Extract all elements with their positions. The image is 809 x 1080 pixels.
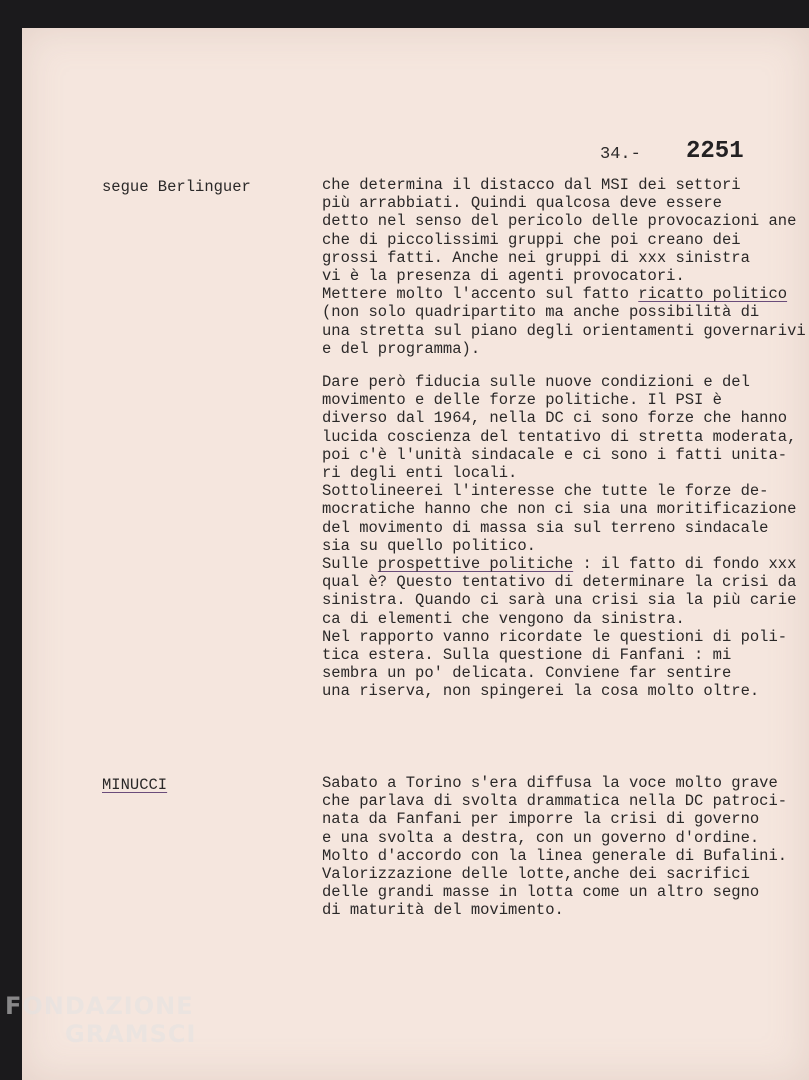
text-line: nata da Fanfani per imporre la crisi di governo [322, 810, 760, 829]
text-line: che parlava di svolta drammatica nella DC patroci- [322, 792, 788, 811]
text-line: una stretta sul piano degli orientamenti governarivi [322, 321, 806, 340]
watermark-line: GRAMSCI [65, 1020, 197, 1048]
speaker-label: MINUCCI [102, 776, 168, 794]
text-line: ca di elementi che vengono da sinistra. [322, 609, 685, 628]
text-line: Sulle prospettive politiche : il fatto di fondo xxx [322, 555, 797, 574]
text-line: che di piccolissimi gruppi che poi creano dei [322, 230, 741, 249]
text-line: Valorizzazione delle lotte,anche dei sacrifici [322, 865, 750, 884]
text-line: sinistra. Quando ci sarà una crisi sia la più carie [322, 591, 797, 610]
text-line: sia su quello politico. [322, 536, 536, 555]
text-line: vi è la presenza di agenti provocatori. [322, 267, 685, 286]
text-line: qual è? Questo tentativo di determinare la crisi da [322, 573, 797, 592]
text-line: che determina il distacco dal MSI dei settori [322, 176, 741, 194]
archive-watermark-logo [5, 992, 196, 1048]
page-number: 34.- [600, 145, 641, 164]
text-line: Sabato a Torino s'era diffusa la voce molto grave [322, 774, 778, 792]
archive-stamp-number: 2251 [686, 138, 744, 165]
text-line: delle grandi masse in lotta come un altro segno [322, 883, 760, 902]
speaker-label: segue Berlinguer [102, 178, 251, 196]
text-line: mocratiche hanno che non ci sia una moritificazione [322, 500, 797, 519]
text-line: Sottolineerei l'interesse che tutte le forze de- [322, 482, 769, 501]
underlined-phrase: ricatto politico [638, 285, 788, 304]
text-line: tica estera. Sulla questione di Fanfani : mi [322, 646, 732, 665]
speech-block [322, 774, 809, 920]
text-line: (non solo quadripartito ma anche possibilità di [322, 303, 760, 322]
underlined-phrase: prospettive politiche [377, 555, 574, 574]
text-line: ri degli enti locali. [322, 464, 518, 483]
speech-block [322, 176, 809, 701]
text-line: più arrabbiati. Quindi qualcosa deve essere [322, 194, 722, 213]
watermark-line: FONDAZIONE [5, 992, 194, 1020]
text-line: Molto d'accordo con la linea generale di Bufalini. [322, 846, 788, 865]
text-line: diverso dal 1964, nella DC ci sono forze che hanno [322, 409, 788, 428]
text-line: di maturità del movimento. [322, 901, 564, 920]
text-line: Dare però fiducia sulle nuove condizioni e del [322, 373, 750, 392]
text-line: e una svolta a destra, con un governo d'ordine. [322, 828, 760, 847]
text-line: una riserva, non spingerei la cosa molto oltre. [322, 682, 760, 701]
text-line: grossi fatti. Anche nei gruppi di xxx sinistra [322, 248, 750, 267]
text-line: e del programma). [322, 339, 481, 358]
text-line: movimento e delle forze politiche. Il PSI è [322, 391, 722, 410]
text-line: Nel rapporto vanno ricordate le questioni di poli- [322, 627, 788, 646]
text-line: poi c'è l'unità sindacale e ci sono i fatti unita- [322, 445, 788, 464]
document-page [22, 28, 809, 1080]
text-line: sembra un po' delicata. Conviene far sentire [322, 664, 732, 683]
text-line: lucida coscienza del tentativo di stretta moderata, [322, 427, 797, 446]
text-line: del movimento di massa sia sul terreno sindacale [322, 518, 769, 537]
text-line: detto nel senso del pericolo delle provocazioni ane [322, 212, 797, 231]
text-line: Mettere molto l'accento sul fatto ricatto politico [322, 285, 788, 304]
